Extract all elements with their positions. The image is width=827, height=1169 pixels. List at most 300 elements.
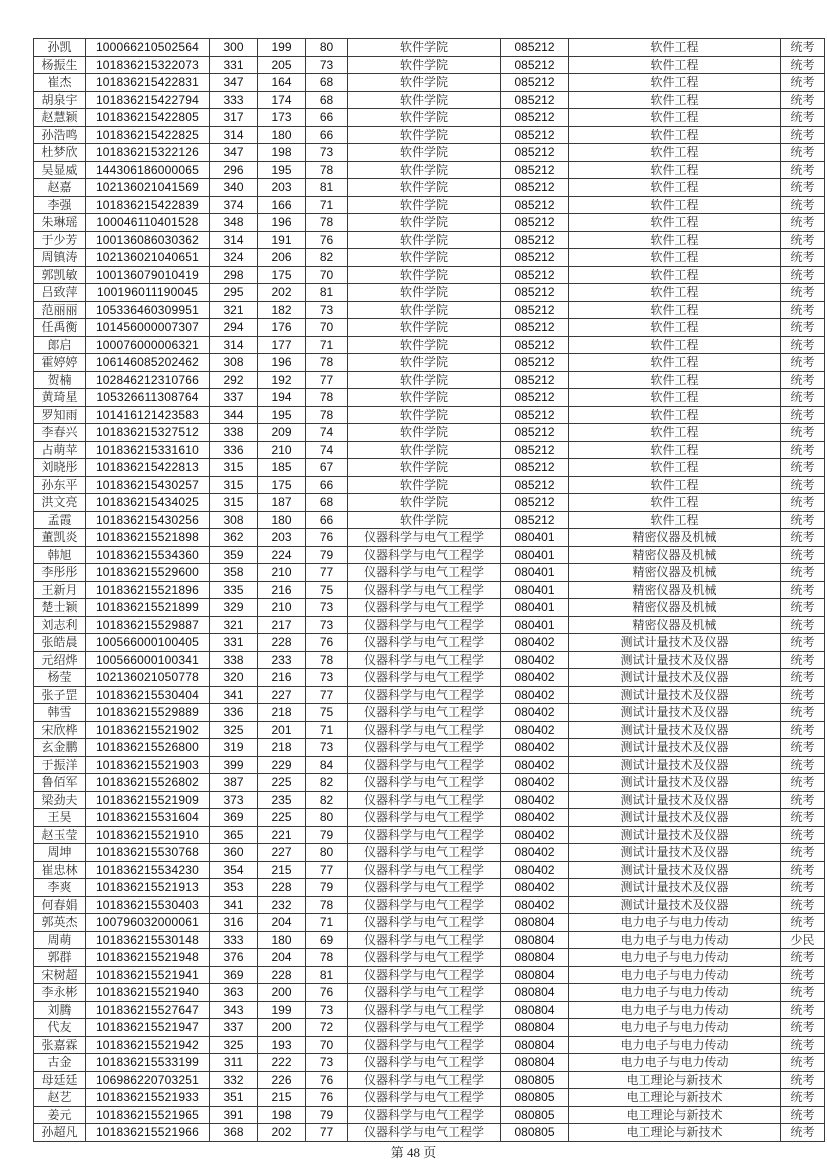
cell-major-name: 测试计量技术及仪器 xyxy=(569,844,781,862)
cell-score-2: 228 xyxy=(258,879,306,897)
cell-major-code: 080402 xyxy=(501,896,569,914)
cell-score-3: 70 xyxy=(306,319,348,337)
cell-major-code: 080804 xyxy=(501,949,569,967)
cell-major-name: 软件工程 xyxy=(569,459,781,477)
cell-college: 仪器科学与电气工程学 xyxy=(348,1036,501,1054)
cell-exam-type: 统考 xyxy=(781,529,825,547)
cell-candidate-id: 101836215529889 xyxy=(86,704,210,722)
cell-major-code: 080805 xyxy=(501,1071,569,1089)
cell-name: 古金 xyxy=(34,1054,86,1072)
cell-name: 于少芳 xyxy=(34,231,86,249)
cell-college: 软件学院 xyxy=(348,56,501,74)
table-row xyxy=(34,389,825,407)
cell-college: 仪器科学与电气工程学 xyxy=(348,581,501,599)
cell-college: 软件学院 xyxy=(348,214,501,232)
table-row xyxy=(34,896,825,914)
cell-score-2: 204 xyxy=(258,914,306,932)
cell-candidate-id: 102136021041569 xyxy=(86,179,210,197)
cell-major-code: 080402 xyxy=(501,634,569,652)
cell-score-total: 369 xyxy=(210,966,258,984)
cell-major-code: 085212 xyxy=(501,266,569,284)
cell-major-code: 080805 xyxy=(501,1089,569,1107)
cell-score-2: 198 xyxy=(258,1106,306,1124)
cell-score-3: 76 xyxy=(306,984,348,1002)
cell-score-3: 84 xyxy=(306,756,348,774)
cell-major-code: 080804 xyxy=(501,931,569,949)
cell-candidate-id: 101836215422825 xyxy=(86,126,210,144)
cell-major-code: 085212 xyxy=(501,109,569,127)
cell-score-2: 176 xyxy=(258,319,306,337)
cell-candidate-id: 100566000100405 xyxy=(86,634,210,652)
cell-major-name: 软件工程 xyxy=(569,56,781,74)
cell-candidate-id: 101836215521899 xyxy=(86,599,210,617)
cell-name: 刘志利 xyxy=(34,616,86,634)
cell-score-3: 80 xyxy=(306,39,348,57)
cell-exam-type: 统考 xyxy=(781,896,825,914)
table-row xyxy=(34,651,825,669)
table-row xyxy=(34,914,825,932)
cell-score-3: 82 xyxy=(306,791,348,809)
cell-major-code: 080402 xyxy=(501,791,569,809)
cell-score-2: 196 xyxy=(258,214,306,232)
cell-score-3: 73 xyxy=(306,56,348,74)
cell-major-name: 软件工程 xyxy=(569,74,781,92)
cell-score-2: 191 xyxy=(258,231,306,249)
cell-score-total: 374 xyxy=(210,196,258,214)
cell-name: 胡泉宇 xyxy=(34,91,86,109)
cell-major-name: 软件工程 xyxy=(569,494,781,512)
cell-college: 仪器科学与电气工程学 xyxy=(348,931,501,949)
cell-major-code: 085212 xyxy=(501,91,569,109)
cell-score-2: 206 xyxy=(258,249,306,267)
cell-major-code: 080402 xyxy=(501,879,569,897)
table-row xyxy=(34,826,825,844)
cell-score-2: 210 xyxy=(258,599,306,617)
cell-major-code: 085212 xyxy=(501,249,569,267)
cell-score-3: 78 xyxy=(306,214,348,232)
cell-score-total: 308 xyxy=(210,511,258,529)
table-row xyxy=(34,196,825,214)
cell-candidate-id: 101836215530148 xyxy=(86,931,210,949)
table-row xyxy=(34,1124,825,1142)
cell-score-2: 177 xyxy=(258,336,306,354)
cell-major-name: 软件工程 xyxy=(569,161,781,179)
cell-score-3: 77 xyxy=(306,1124,348,1142)
table-row xyxy=(34,966,825,984)
table-row xyxy=(34,774,825,792)
cell-score-3: 78 xyxy=(306,651,348,669)
cell-name: 代友 xyxy=(34,1019,86,1037)
cell-score-3: 73 xyxy=(306,669,348,687)
cell-college: 软件学院 xyxy=(348,109,501,127)
cell-score-2: 216 xyxy=(258,669,306,687)
cell-major-name: 电力电子与电力传动 xyxy=(569,966,781,984)
cell-exam-type: 统考 xyxy=(781,494,825,512)
table-row xyxy=(34,599,825,617)
cell-name: 王新月 xyxy=(34,581,86,599)
cell-candidate-id: 101836215531604 xyxy=(86,809,210,827)
cell-score-3: 76 xyxy=(306,1089,348,1107)
cell-major-name: 电力电子与电力传动 xyxy=(569,1019,781,1037)
cell-major-name: 测试计量技术及仪器 xyxy=(569,756,781,774)
cell-exam-type: 统考 xyxy=(781,1019,825,1037)
cell-college: 软件学院 xyxy=(348,476,501,494)
cell-college: 软件学院 xyxy=(348,39,501,57)
cell-score-total: 329 xyxy=(210,599,258,617)
cell-name: 任禹衡 xyxy=(34,319,86,337)
cell-score-total: 347 xyxy=(210,144,258,162)
cell-candidate-id: 101836215534360 xyxy=(86,546,210,564)
cell-name: 孟霞 xyxy=(34,511,86,529)
cell-major-code: 085212 xyxy=(501,214,569,232)
cell-college: 仪器科学与电气工程学 xyxy=(348,686,501,704)
cell-name: 孙东平 xyxy=(34,476,86,494)
cell-name: 孙超凡 xyxy=(34,1124,86,1142)
cell-score-3: 75 xyxy=(306,581,348,599)
cell-name: 楚士颖 xyxy=(34,599,86,617)
cell-score-3: 78 xyxy=(306,161,348,179)
cell-candidate-id: 101836215530768 xyxy=(86,844,210,862)
cell-major-name: 软件工程 xyxy=(569,126,781,144)
cell-name: 元绍烨 xyxy=(34,651,86,669)
cell-name: 周萌 xyxy=(34,931,86,949)
cell-exam-type: 统考 xyxy=(781,1124,825,1142)
cell-score-total: 308 xyxy=(210,354,258,372)
cell-college: 仪器科学与电气工程学 xyxy=(348,914,501,932)
cell-exam-type: 统考 xyxy=(781,161,825,179)
cell-score-total: 348 xyxy=(210,214,258,232)
cell-major-code: 080402 xyxy=(501,739,569,757)
cell-score-2: 216 xyxy=(258,581,306,599)
cell-college: 仪器科学与电气工程学 xyxy=(348,669,501,687)
cell-score-3: 76 xyxy=(306,634,348,652)
cell-college: 仪器科学与电气工程学 xyxy=(348,984,501,1002)
cell-score-3: 73 xyxy=(306,1054,348,1072)
cell-major-code: 080402 xyxy=(501,721,569,739)
cell-score-2: 218 xyxy=(258,704,306,722)
table-row xyxy=(34,476,825,494)
cell-exam-type: 统考 xyxy=(781,581,825,599)
cell-major-code: 080402 xyxy=(501,844,569,862)
cell-major-code: 080402 xyxy=(501,669,569,687)
cell-candidate-id: 101836215521898 xyxy=(86,529,210,547)
cell-score-3: 71 xyxy=(306,914,348,932)
cell-score-3: 68 xyxy=(306,74,348,92)
cell-exam-type: 统考 xyxy=(781,371,825,389)
table-row xyxy=(34,879,825,897)
cell-college: 仪器科学与电气工程学 xyxy=(348,896,501,914)
cell-name: 姜元 xyxy=(34,1106,86,1124)
cell-score-2: 195 xyxy=(258,406,306,424)
cell-candidate-id: 101836215521902 xyxy=(86,721,210,739)
cell-college: 仪器科学与电气工程学 xyxy=(348,966,501,984)
cell-name: 鲁佰军 xyxy=(34,774,86,792)
cell-score-total: 373 xyxy=(210,791,258,809)
cell-candidate-id: 100196011190045 xyxy=(86,284,210,302)
cell-exam-type: 统考 xyxy=(781,844,825,862)
cell-college: 仪器科学与电气工程学 xyxy=(348,949,501,967)
cell-college: 仪器科学与电气工程学 xyxy=(348,616,501,634)
cell-candidate-id: 105326611308764 xyxy=(86,389,210,407)
cell-score-2: 182 xyxy=(258,301,306,319)
table-row xyxy=(34,1054,825,1072)
cell-exam-type: 统考 xyxy=(781,301,825,319)
cell-score-3: 78 xyxy=(306,896,348,914)
cell-exam-type: 统考 xyxy=(781,231,825,249)
table-row xyxy=(34,266,825,284)
cell-score-total: 335 xyxy=(210,581,258,599)
cell-candidate-id: 101836215422805 xyxy=(86,109,210,127)
cell-major-name: 软件工程 xyxy=(569,214,781,232)
cell-major-name: 测试计量技术及仪器 xyxy=(569,651,781,669)
cell-exam-type: 统考 xyxy=(781,791,825,809)
cell-college: 软件学院 xyxy=(348,459,501,477)
cell-major-name: 精密仪器及机械 xyxy=(569,564,781,582)
cell-college: 仪器科学与电气工程学 xyxy=(348,564,501,582)
cell-candidate-id: 101836215521942 xyxy=(86,1036,210,1054)
cell-score-3: 78 xyxy=(306,389,348,407)
cell-score-2: 233 xyxy=(258,651,306,669)
cell-candidate-id: 101836215521913 xyxy=(86,879,210,897)
cell-name: 何春娟 xyxy=(34,896,86,914)
cell-score-3: 79 xyxy=(306,879,348,897)
cell-score-3: 78 xyxy=(306,406,348,424)
table-row xyxy=(34,984,825,1002)
cell-college: 软件学院 xyxy=(348,511,501,529)
cell-exam-type: 统考 xyxy=(781,914,825,932)
cell-major-name: 电力电子与电力传动 xyxy=(569,914,781,932)
cell-candidate-id: 100066210502564 xyxy=(86,39,210,57)
cell-candidate-id: 101836215521910 xyxy=(86,826,210,844)
cell-exam-type: 统考 xyxy=(781,879,825,897)
cell-major-code: 085212 xyxy=(501,284,569,302)
cell-score-total: 311 xyxy=(210,1054,258,1072)
cell-major-code: 085212 xyxy=(501,424,569,442)
cell-college: 软件学院 xyxy=(348,91,501,109)
cell-name: 张皓晨 xyxy=(34,634,86,652)
cell-score-3: 73 xyxy=(306,616,348,634)
cell-major-code: 080402 xyxy=(501,686,569,704)
cell-score-2: 205 xyxy=(258,56,306,74)
cell-college: 软件学院 xyxy=(348,266,501,284)
cell-score-total: 341 xyxy=(210,686,258,704)
cell-major-code: 085212 xyxy=(501,354,569,372)
cell-exam-type: 统考 xyxy=(781,546,825,564)
cell-college: 仪器科学与电气工程学 xyxy=(348,791,501,809)
cell-score-2: 195 xyxy=(258,161,306,179)
cell-college: 仪器科学与电气工程学 xyxy=(348,704,501,722)
cell-college: 软件学院 xyxy=(348,179,501,197)
cell-score-2: 202 xyxy=(258,284,306,302)
cell-score-total: 324 xyxy=(210,249,258,267)
cell-name: 郭英杰 xyxy=(34,914,86,932)
cell-major-name: 电力电子与电力传动 xyxy=(569,1036,781,1054)
cell-score-total: 360 xyxy=(210,844,258,862)
cell-name: 张嘉霖 xyxy=(34,1036,86,1054)
cell-exam-type: 统考 xyxy=(781,616,825,634)
cell-major-code: 085212 xyxy=(501,301,569,319)
cell-major-name: 电力电子与电力传动 xyxy=(569,984,781,1002)
cell-candidate-id: 101836215521941 xyxy=(86,966,210,984)
table-row xyxy=(34,529,825,547)
cell-exam-type: 少民 xyxy=(781,931,825,949)
cell-name: 玄金鹏 xyxy=(34,739,86,757)
cell-candidate-id: 101456000007307 xyxy=(86,319,210,337)
cell-exam-type: 统考 xyxy=(781,756,825,774)
cell-major-name: 软件工程 xyxy=(569,354,781,372)
cell-score-total: 358 xyxy=(210,564,258,582)
cell-score-2: 229 xyxy=(258,756,306,774)
cell-score-3: 73 xyxy=(306,739,348,757)
cell-candidate-id: 100046110401528 xyxy=(86,214,210,232)
cell-score-total: 354 xyxy=(210,861,258,879)
cell-candidate-id: 102136021040651 xyxy=(86,249,210,267)
cell-major-name: 软件工程 xyxy=(569,389,781,407)
table-row xyxy=(34,441,825,459)
document-page xyxy=(33,38,815,1142)
cell-score-total: 368 xyxy=(210,1124,258,1142)
cell-candidate-id: 101836215521947 xyxy=(86,1019,210,1037)
cell-candidate-id: 101836215521965 xyxy=(86,1106,210,1124)
cell-score-2: 196 xyxy=(258,354,306,372)
cell-score-total: 314 xyxy=(210,231,258,249)
cell-major-name: 软件工程 xyxy=(569,39,781,57)
cell-score-3: 82 xyxy=(306,774,348,792)
cell-name: 杨莹 xyxy=(34,669,86,687)
cell-score-total: 298 xyxy=(210,266,258,284)
cell-college: 仪器科学与电气工程学 xyxy=(348,651,501,669)
cell-score-total: 338 xyxy=(210,651,258,669)
cell-major-name: 测试计量技术及仪器 xyxy=(569,634,781,652)
cell-major-name: 软件工程 xyxy=(569,441,781,459)
cell-exam-type: 统考 xyxy=(781,179,825,197)
table-row xyxy=(34,249,825,267)
table-row xyxy=(34,459,825,477)
cell-score-total: 365 xyxy=(210,826,258,844)
table-row xyxy=(34,809,825,827)
cell-score-3: 70 xyxy=(306,1036,348,1054)
table-row xyxy=(34,581,825,599)
cell-score-2: 192 xyxy=(258,371,306,389)
table-row xyxy=(34,284,825,302)
cell-major-name: 精密仪器及机械 xyxy=(569,616,781,634)
table-row xyxy=(34,949,825,967)
cell-name: 韩雪 xyxy=(34,704,86,722)
cell-college: 仪器科学与电气工程学 xyxy=(348,1089,501,1107)
cell-name: 周坤 xyxy=(34,844,86,862)
table-row xyxy=(34,1071,825,1089)
cell-major-name: 测试计量技术及仪器 xyxy=(569,791,781,809)
cell-score-total: 314 xyxy=(210,336,258,354)
cell-college: 软件学院 xyxy=(348,144,501,162)
table-row xyxy=(34,931,825,949)
cell-score-total: 340 xyxy=(210,179,258,197)
cell-score-2: 174 xyxy=(258,91,306,109)
cell-name: 黄琦星 xyxy=(34,389,86,407)
cell-candidate-id: 101836215529887 xyxy=(86,616,210,634)
cell-major-code: 080804 xyxy=(501,914,569,932)
cell-exam-type: 统考 xyxy=(781,74,825,92)
cell-major-code: 080401 xyxy=(501,616,569,634)
cell-score-2: 203 xyxy=(258,529,306,547)
cell-major-code: 080401 xyxy=(501,599,569,617)
cell-name: 周镇涛 xyxy=(34,249,86,267)
cell-score-2: 218 xyxy=(258,739,306,757)
cell-name: 李强 xyxy=(34,196,86,214)
cell-score-total: 387 xyxy=(210,774,258,792)
cell-candidate-id: 101836215534230 xyxy=(86,861,210,879)
cell-candidate-id: 100076000006321 xyxy=(86,336,210,354)
cell-exam-type: 统考 xyxy=(781,739,825,757)
cell-score-2: 209 xyxy=(258,424,306,442)
cell-candidate-id: 101836215521896 xyxy=(86,581,210,599)
table-row xyxy=(34,91,825,109)
table-row xyxy=(34,721,825,739)
cell-major-code: 085212 xyxy=(501,39,569,57)
cell-score-2: 235 xyxy=(258,791,306,809)
cell-major-code: 085212 xyxy=(501,389,569,407)
table-row xyxy=(34,319,825,337)
cell-college: 仪器科学与电气工程学 xyxy=(348,756,501,774)
cell-name: 崔杰 xyxy=(34,74,86,92)
cell-major-code: 085212 xyxy=(501,74,569,92)
cell-score-2: 215 xyxy=(258,1089,306,1107)
table-row xyxy=(34,1001,825,1019)
cell-name: 吴显威 xyxy=(34,161,86,179)
cell-exam-type: 统考 xyxy=(781,39,825,57)
cell-score-2: 228 xyxy=(258,634,306,652)
cell-score-2: 232 xyxy=(258,896,306,914)
cell-score-total: 331 xyxy=(210,634,258,652)
cell-score-2: 164 xyxy=(258,74,306,92)
cell-college: 软件学院 xyxy=(348,354,501,372)
cell-exam-type: 统考 xyxy=(781,651,825,669)
table-row xyxy=(34,214,825,232)
cell-name: 董凯炎 xyxy=(34,529,86,547)
cell-score-2: 194 xyxy=(258,389,306,407)
cell-major-code: 085212 xyxy=(501,196,569,214)
cell-major-name: 软件工程 xyxy=(569,249,781,267)
cell-name: 李春兴 xyxy=(34,424,86,442)
cell-score-2: 222 xyxy=(258,1054,306,1072)
cell-major-name: 测试计量技术及仪器 xyxy=(569,896,781,914)
table-row xyxy=(34,406,825,424)
cell-college: 仪器科学与电气工程学 xyxy=(348,529,501,547)
cell-score-total: 320 xyxy=(210,669,258,687)
cell-major-code: 085212 xyxy=(501,371,569,389)
cell-score-total: 319 xyxy=(210,739,258,757)
cell-name: 孙浩鸣 xyxy=(34,126,86,144)
cell-name: 占萌苹 xyxy=(34,441,86,459)
table-row xyxy=(34,494,825,512)
cell-candidate-id: 101836215430256 xyxy=(86,511,210,529)
table-row xyxy=(34,371,825,389)
cell-college: 仪器科学与电气工程学 xyxy=(348,861,501,879)
cell-major-name: 测试计量技术及仪器 xyxy=(569,721,781,739)
cell-exam-type: 统考 xyxy=(781,126,825,144)
cell-score-total: 325 xyxy=(210,721,258,739)
cell-candidate-id: 101836215521940 xyxy=(86,984,210,1002)
cell-score-3: 72 xyxy=(306,1019,348,1037)
cell-score-total: 294 xyxy=(210,319,258,337)
cell-score-2: 202 xyxy=(258,1124,306,1142)
cell-major-name: 电工理论与新技术 xyxy=(569,1071,781,1089)
cell-college: 仪器科学与电气工程学 xyxy=(348,1124,501,1142)
table-row xyxy=(34,564,825,582)
cell-score-3: 79 xyxy=(306,546,348,564)
cell-exam-type: 统考 xyxy=(781,406,825,424)
cell-major-name: 精密仪器及机械 xyxy=(569,529,781,547)
